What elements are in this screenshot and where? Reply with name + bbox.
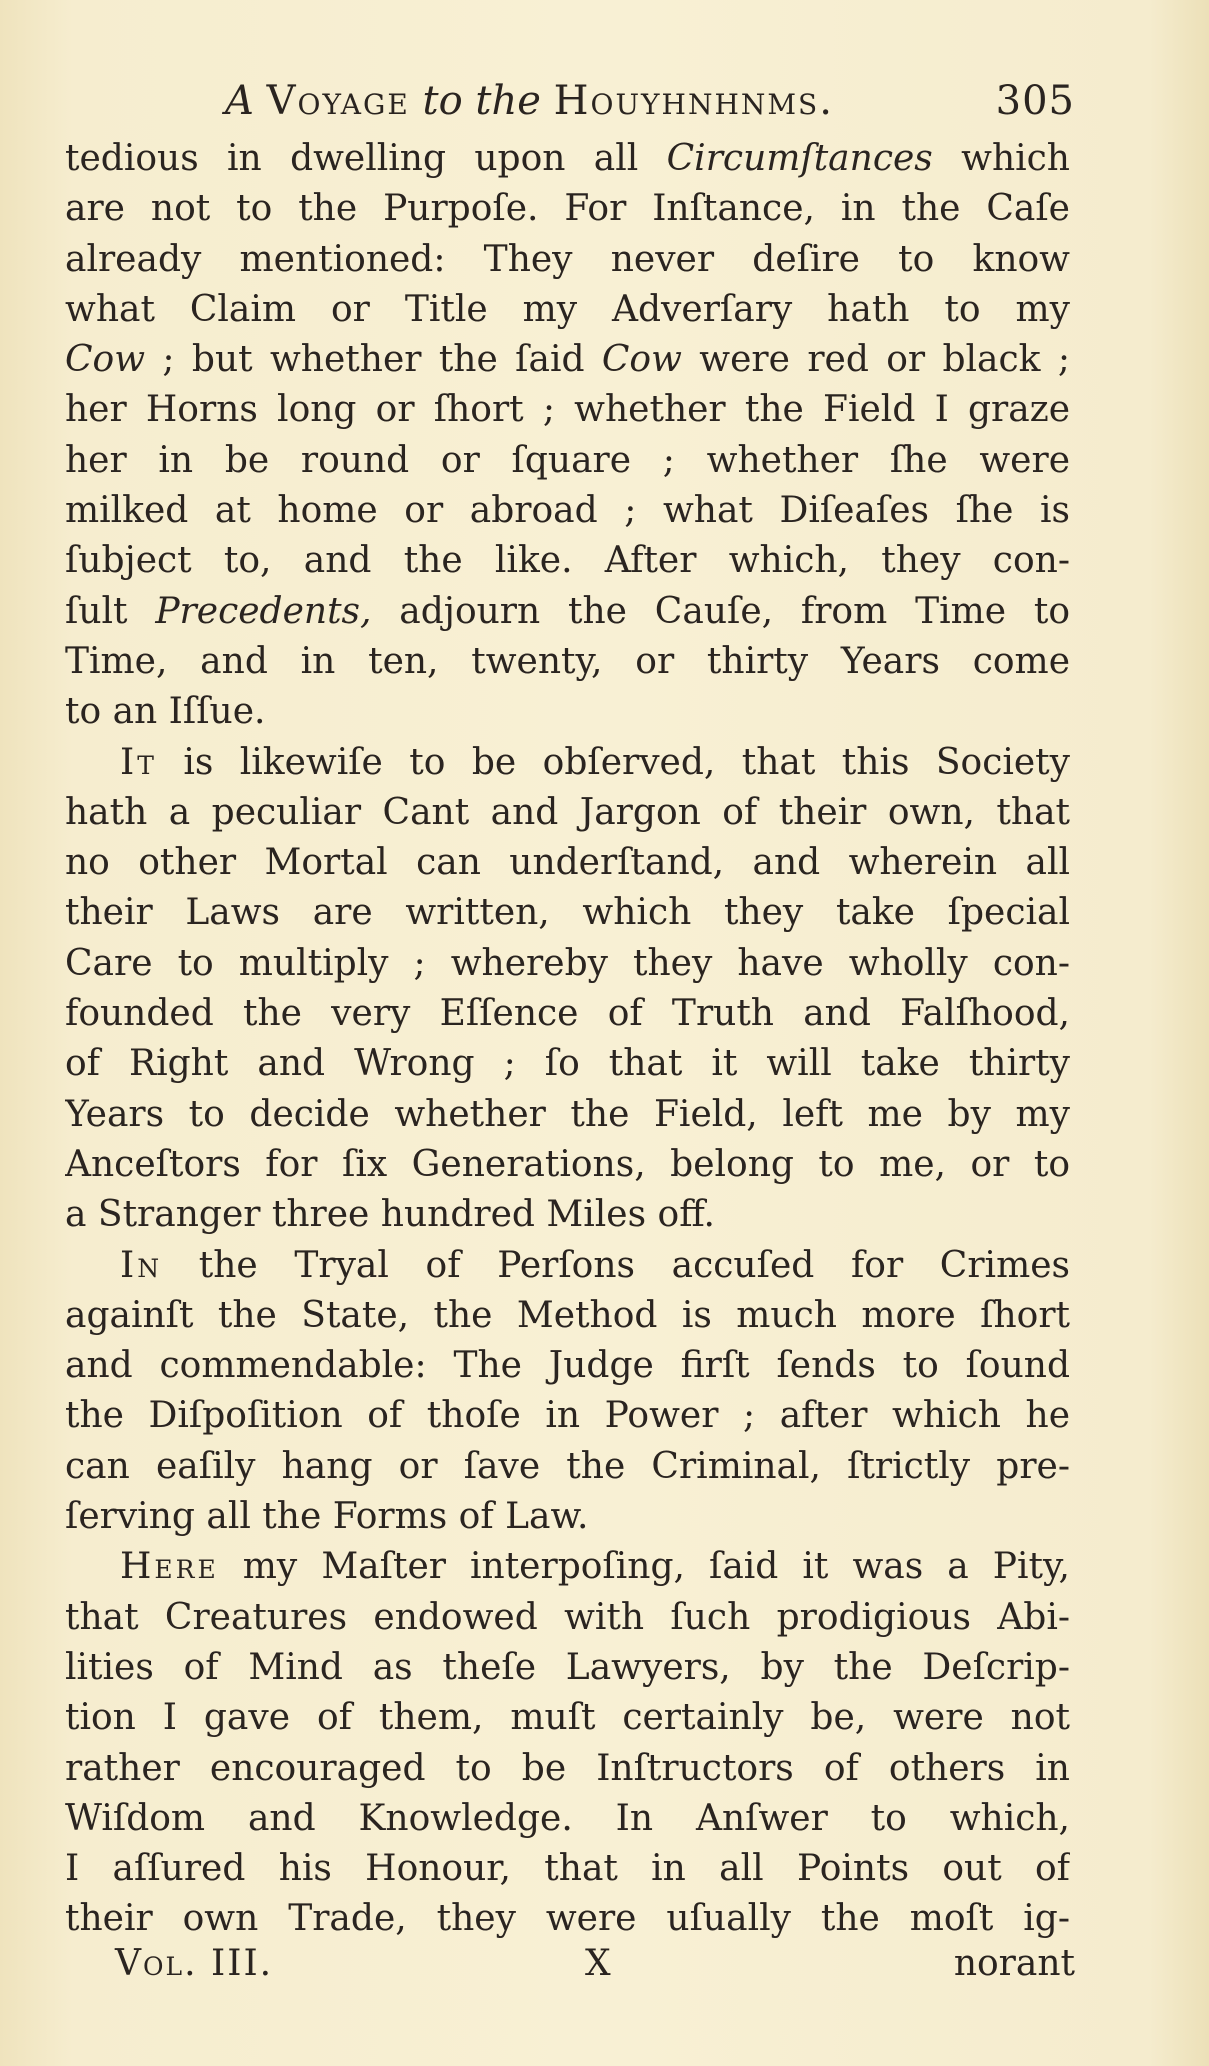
paragraph-lead-word: Here xyxy=(120,1546,219,1588)
italic-text: Precedents, xyxy=(155,590,372,632)
text-line xyxy=(65,838,1070,888)
page-footer xyxy=(115,1936,1085,1992)
text-line xyxy=(65,1492,1070,1542)
text-line xyxy=(65,1693,1070,1743)
volume-mark xyxy=(115,1936,273,1992)
text-span: their own Trade, they were uſually the moſt ig- xyxy=(65,1898,1070,1940)
text-line xyxy=(65,1090,1070,1140)
running-title-to-the: to the xyxy=(422,78,541,124)
text-line xyxy=(65,788,1070,838)
page-number: 305 xyxy=(995,78,1075,124)
text-span: and commendable: The Judge firſt ſends to ſound xyxy=(65,1345,1070,1387)
text-span: ſubject to, and the like. After which, they con- xyxy=(65,540,1070,582)
text-line xyxy=(65,738,1070,788)
text-line xyxy=(65,285,1070,335)
text-span: ſult xyxy=(65,590,156,632)
text-line xyxy=(65,1593,1070,1643)
text-span: adjourn the Cauſe, from Time to xyxy=(371,590,1070,632)
text-line xyxy=(65,1190,1070,1240)
text-line xyxy=(65,1643,1070,1693)
running-header xyxy=(225,70,1085,132)
paragraph-lead-word: In xyxy=(120,1244,163,1286)
volume-label: Vol. xyxy=(115,1943,198,1984)
text-span: her Horns long or ſhort ; whether the Field I graze xyxy=(65,389,1070,431)
text-span: can eaſily hang or ſave the Criminal, ſtrictly pre- xyxy=(65,1445,1070,1487)
text-span: to an Iſſue. xyxy=(65,691,266,733)
text-span: tion I gave of them, muſt certainly be, were not xyxy=(65,1697,1070,1739)
running-title-country: Houyhnhnms. xyxy=(553,78,834,124)
text-line xyxy=(65,385,1070,435)
text-span: the Tryal of Perſons accuſed for Crimes xyxy=(162,1244,1070,1286)
text-span: Wiſdom and Knowledge. In Anſwer to which, xyxy=(65,1797,1070,1839)
text-span: no other Mortal can underſtand, and wherein all xyxy=(65,842,1070,884)
text-line xyxy=(65,486,1070,536)
text-line xyxy=(65,1291,1070,1341)
text-line xyxy=(65,888,1070,938)
text-span: ſerving all the Forms of Law. xyxy=(65,1496,589,1538)
text-line xyxy=(65,939,1070,989)
text-line xyxy=(65,1039,1070,1089)
running-title-article: A xyxy=(225,78,254,124)
text-line xyxy=(65,184,1070,234)
body-text xyxy=(65,134,1070,1945)
text-line xyxy=(65,1241,1070,1291)
text-span: rather encouraged to be Inſtructors of others in xyxy=(65,1747,1070,1789)
text-span: the Diſpoſition of thoſe in Power ; after which he xyxy=(65,1395,1070,1437)
text-line xyxy=(65,989,1070,1039)
text-span: Time, and in ten, twenty, or thirty Years come xyxy=(65,640,1070,682)
text-line xyxy=(65,1442,1070,1492)
text-span: Anceſtors for ſix Generations, belong to me, or to xyxy=(65,1143,1070,1185)
text-span: againſt the State, the Method is much more ſhort xyxy=(65,1294,1070,1336)
text-span: already mentioned: They never deſire to know xyxy=(65,238,1070,280)
italic-text: Cow xyxy=(65,339,146,381)
text-line xyxy=(65,1542,1070,1592)
running-title-voyage: Voyage xyxy=(266,78,410,124)
text-span: of Right and Wrong ; ſo that it will take thirty xyxy=(65,1043,1070,1085)
text-span: milked at home or abroad ; what Diſeaſes ſhe is xyxy=(65,490,1070,532)
text-line xyxy=(65,1744,1070,1794)
text-span: Years to decide whether the Field, left me by my xyxy=(65,1093,1070,1135)
text-span: tedious in dwelling upon all xyxy=(65,138,667,179)
text-span: their Laws are written, which they take ſpecial xyxy=(65,892,1070,934)
text-line xyxy=(65,1844,1070,1894)
text-span: that Creatures endowed with ſuch prodigious Abi- xyxy=(65,1596,1070,1638)
text-line xyxy=(65,637,1070,687)
text-span: ; but whether the ſaid xyxy=(145,339,602,381)
text-line xyxy=(65,1794,1070,1844)
text-line xyxy=(65,235,1070,285)
paragraph-lead-word: It xyxy=(120,741,157,783)
running-title xyxy=(225,70,834,132)
text-span: are not to the Purpoſe. For Inſtance, in the Caſe xyxy=(65,188,1070,230)
text-line xyxy=(65,536,1070,586)
text-span: my Maſter interpoſing, ſaid it was a Pity, xyxy=(218,1546,1070,1588)
text-line xyxy=(65,436,1070,486)
text-span: founded the very Eſſence of Truth and Falſhood, xyxy=(65,993,1070,1035)
signature-mark: X xyxy=(585,1943,611,1984)
text-line xyxy=(65,335,1070,385)
volume-number: III. xyxy=(211,1943,274,1984)
text-span: is likewiſe to be obſerved, that this Society xyxy=(156,741,1070,783)
text-span: I aſſured his Honour, that in all Points out of xyxy=(65,1848,1070,1890)
text-span: a Stranger three hundred Miles off. xyxy=(65,1194,715,1236)
text-line xyxy=(65,1140,1070,1190)
italic-text: Cow xyxy=(601,339,682,381)
text-span: what Claim or Title my Adverſary hath to my xyxy=(65,288,1070,330)
text-span: were red or black ; xyxy=(681,339,1070,381)
catchword: norant xyxy=(953,1943,1075,1984)
text-span: hath a peculiar Cant and Jargon of their own, that xyxy=(65,791,1070,833)
text-line xyxy=(65,1391,1070,1441)
italic-text: Circumſtances xyxy=(666,138,933,179)
text-line xyxy=(65,134,1070,184)
text-line xyxy=(65,1341,1070,1391)
text-span: her in be round or ſquare ; whether ſhe were xyxy=(65,439,1070,481)
text-line xyxy=(65,587,1070,637)
text-span: lities of Mind as theſe Lawyers, by the Deſcrip- xyxy=(65,1646,1070,1688)
text-line xyxy=(65,687,1070,737)
text-span: which xyxy=(932,138,1070,179)
text-span: Care to multiply ; whereby they have wholly con- xyxy=(65,942,1070,984)
